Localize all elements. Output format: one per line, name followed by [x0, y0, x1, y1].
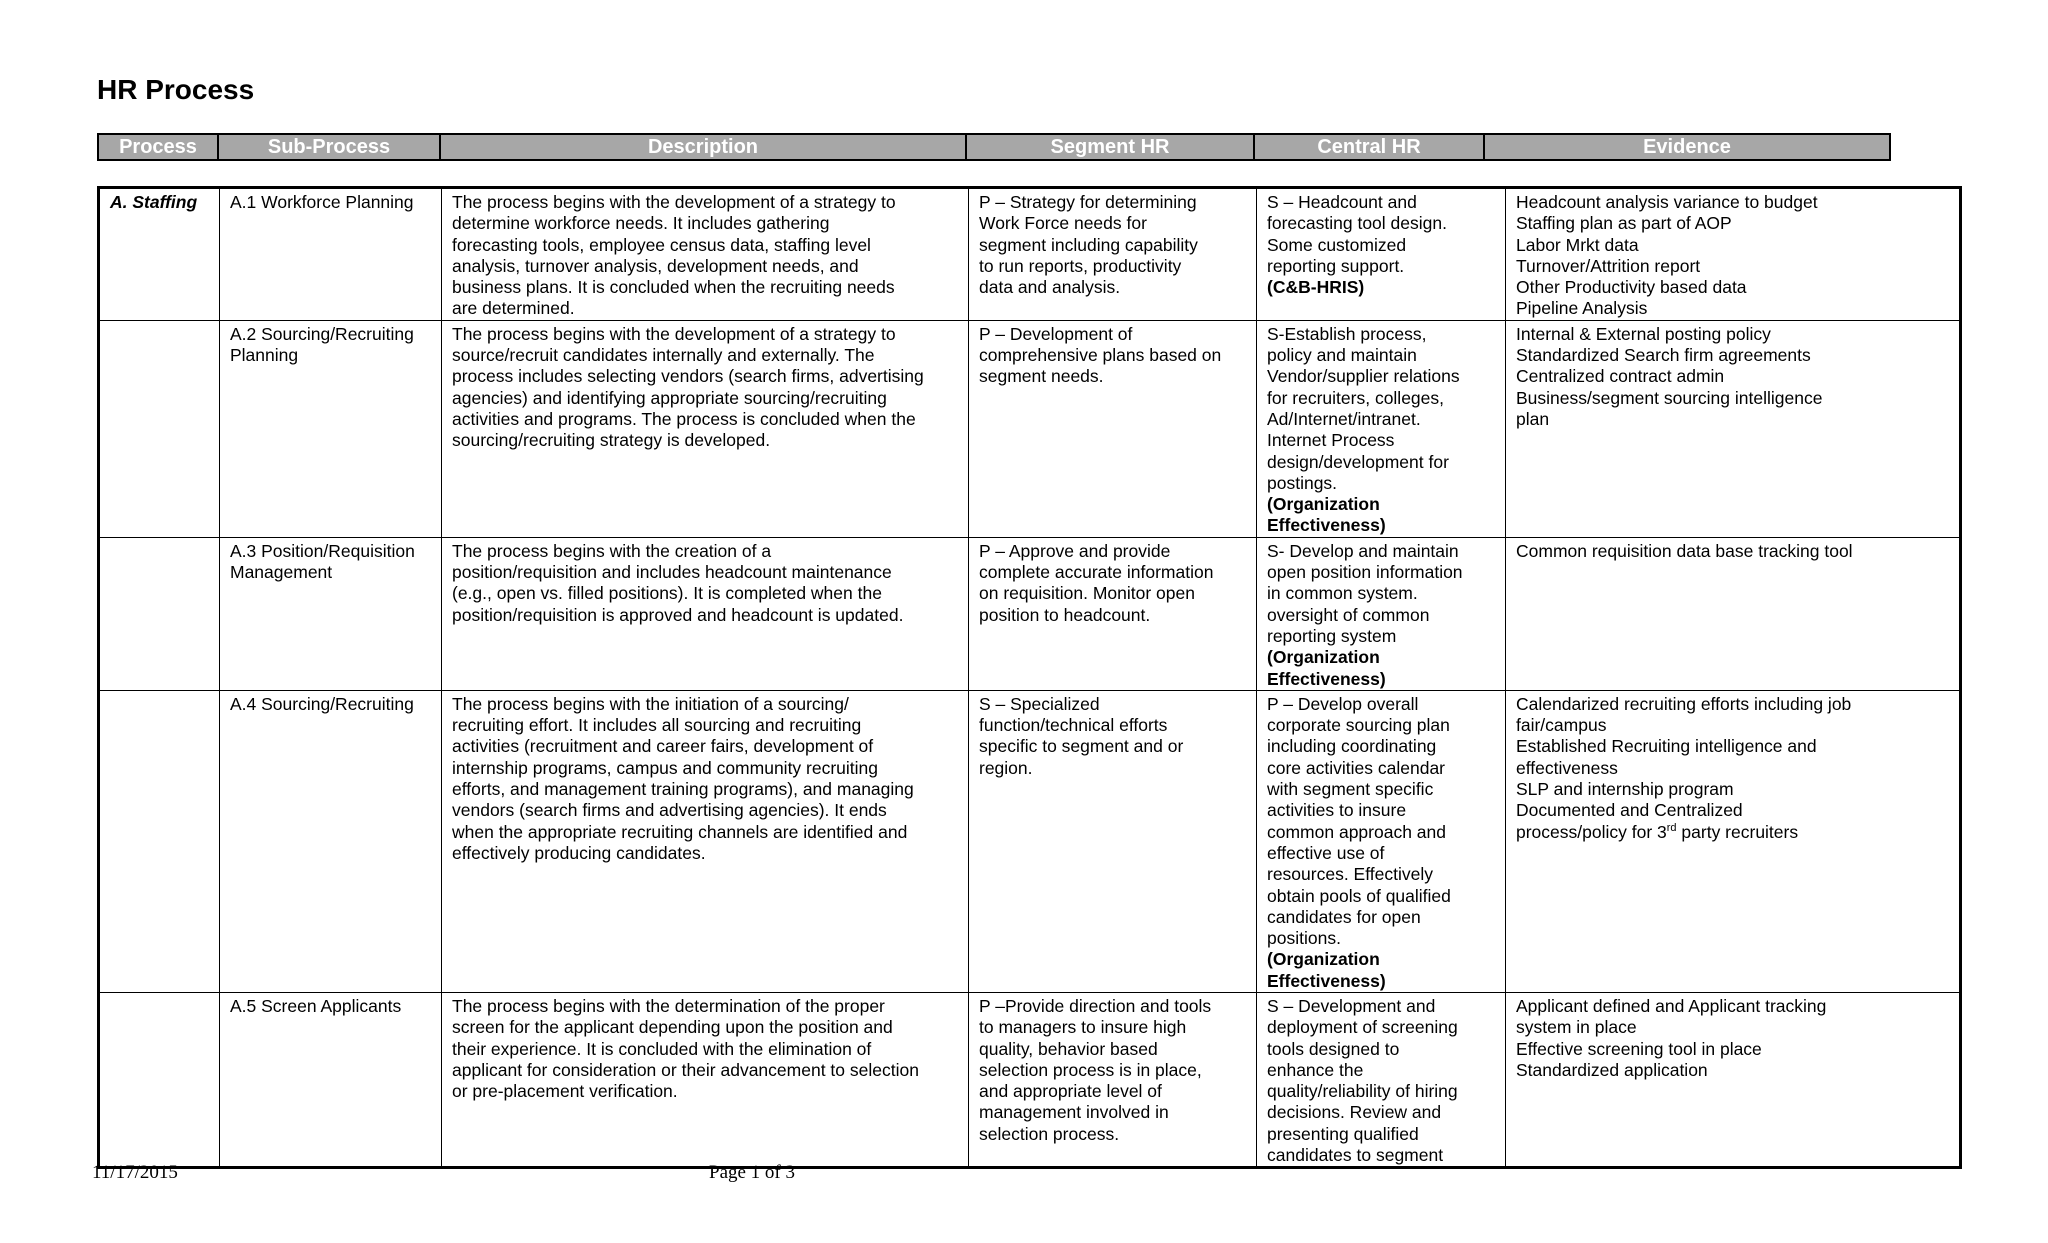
segment-line: segment needs.	[979, 366, 1104, 387]
central-line: reporting system	[1267, 625, 1397, 646]
central-line: including coordinating	[1267, 736, 1437, 757]
segment-line: segment including capability	[979, 234, 1198, 255]
central-line: tools designed to	[1267, 1038, 1400, 1059]
central-line: common approach and	[1267, 821, 1446, 842]
description-line: efforts, and management training programs), and managing	[452, 779, 914, 800]
description-line: their experience. It is concluded with the elimination of	[452, 1038, 872, 1059]
evidence-line: Headcount analysis variance to budget	[1516, 192, 1818, 212]
description-line: effectively producing candidates.	[452, 842, 706, 863]
subprocess-line: A.2 Sourcing/Recruiting	[230, 323, 414, 344]
cell-evidence	[1506, 537, 1961, 690]
cell-subprocess	[220, 320, 442, 537]
cell-process	[99, 992, 220, 1167]
central-line: S – Development and	[1267, 995, 1436, 1016]
description-line: when the appropriate recruiting channels are identified and	[452, 821, 908, 842]
central-line: policy and maintain	[1267, 345, 1417, 366]
description-line: The process begins with the creation of a	[452, 540, 772, 561]
segment-line: complete accurate information	[979, 562, 1214, 583]
cell-description	[442, 320, 969, 537]
evidence-line: Common requisition data base tracking tool	[1516, 540, 1853, 561]
subprocess-line: A.1 Workforce Planning	[230, 192, 414, 212]
evidence-line: Business/segment sourcing intelligence	[1516, 387, 1823, 408]
central-line: corporate sourcing plan	[1267, 715, 1450, 736]
evidence-line: Applicant defined and Applicant tracking	[1516, 995, 1827, 1016]
evidence-line: Established Recruiting intelligence and	[1516, 736, 1817, 757]
central-line: deployment of screening	[1267, 1017, 1458, 1038]
cell-subprocess	[220, 188, 442, 321]
header-evidence: Evidence	[1643, 136, 1731, 158]
table-row	[99, 537, 1961, 690]
cell-segment	[969, 992, 1257, 1167]
central-line: Internet Process	[1267, 430, 1395, 451]
central-line: for recruiters, colleges,	[1267, 387, 1445, 408]
description-line: position/requisition and includes headcount maintenance	[452, 562, 892, 583]
table-row	[99, 320, 1961, 537]
cell-process: A. Staffing	[99, 188, 220, 321]
cell-segment	[969, 690, 1257, 992]
cell-segment	[969, 188, 1257, 321]
cell-subprocess	[220, 537, 442, 690]
central-line: Some customized	[1267, 234, 1407, 255]
evidence-line: Labor Mrkt data	[1516, 234, 1639, 255]
table-header	[97, 133, 1891, 161]
table-row	[99, 690, 1961, 992]
segment-line: function/technical efforts	[979, 715, 1168, 736]
header-segment-hr: Segment HR	[967, 135, 1255, 159]
evidence-line: Documented and Centralized	[1516, 800, 1743, 821]
central-line: forecasting tool design.	[1267, 213, 1447, 234]
description-line: position/requisition is approved and headcount is updated.	[452, 604, 904, 625]
evidence-line: Turnover/Attrition report	[1516, 255, 1701, 276]
description-line: activities and programs. The process is concluded when the	[452, 408, 916, 429]
table-row	[99, 188, 1961, 321]
cell-evidence	[1506, 992, 1961, 1167]
central-owner-line: Effectiveness)	[1267, 970, 1386, 991]
cell-evidence	[1506, 320, 1961, 537]
cell-central	[1257, 537, 1506, 690]
central-line: decisions. Review and	[1267, 1102, 1442, 1123]
evidence-line: plan	[1516, 408, 1550, 429]
description-line: The process begins with the development of a strategy to	[452, 323, 896, 344]
description-line: (e.g., open vs. filled positions). It is completed when the	[452, 583, 882, 604]
header-subprocess: Sub-Process	[219, 135, 441, 159]
header-description: Description	[441, 135, 967, 159]
evidence-line: Other Productivity based data	[1516, 277, 1747, 298]
evidence-line: SLP and internship program	[1516, 779, 1734, 800]
subprocess-line: A.4 Sourcing/Recruiting	[230, 693, 414, 714]
central-line: positions.	[1267, 928, 1341, 949]
central-line: with segment specific	[1267, 779, 1434, 800]
description-line: determine workforce needs. It includes gathering	[452, 213, 830, 234]
central-line: presenting qualified	[1267, 1123, 1419, 1144]
central-owner-line: (Organization	[1267, 949, 1380, 970]
description-line: recruiting effort. It includes all sourcing and recruiting	[452, 715, 862, 736]
segment-line: position to headcount.	[979, 604, 1151, 625]
segment-line: to run reports, productivity	[979, 255, 1182, 276]
evidence-line: fair/campus	[1516, 715, 1607, 736]
description-line: business plans. It is concluded when the recruiting needs	[452, 277, 895, 298]
evidence-line: Effective screening tool in place	[1516, 1038, 1762, 1059]
segment-line: and appropriate level of	[979, 1081, 1162, 1102]
description-line: source/recruit candidates internally and externally. The	[452, 345, 875, 366]
cell-subprocess	[220, 690, 442, 992]
central-line: candidates for open	[1267, 906, 1421, 927]
cell-central	[1257, 992, 1506, 1167]
central-line: oversight of common	[1267, 604, 1430, 625]
evidence-line: Staffing plan as part of AOP	[1516, 213, 1732, 234]
segment-line: selection process.	[979, 1123, 1120, 1144]
cell-description	[442, 690, 969, 992]
ordinal-superscript: rd	[1666, 821, 1677, 834]
description-line: sourcing/recruiting strategy is developed.	[452, 430, 771, 451]
footer-page-number: Page 1 of 3	[709, 1162, 796, 1183]
central-line: open position information	[1267, 562, 1463, 583]
description-line: process includes selecting vendors (search firms, advertising	[452, 366, 924, 387]
segment-line: data and analysis.	[979, 277, 1121, 298]
cell-segment	[969, 537, 1257, 690]
central-owner-line: (C&B-HRIS)	[1267, 277, 1365, 298]
header-central-hr: Central HR	[1255, 135, 1485, 159]
description-line: or pre-placement verification.	[452, 1081, 678, 1102]
segment-line: P –Provide direction and tools	[979, 995, 1212, 1016]
central-line: resources. Effectively	[1267, 864, 1433, 885]
central-line: activities to insure	[1267, 800, 1407, 821]
central-line: S-Establish process,	[1267, 323, 1427, 344]
evidence-text: party recruiters	[1676, 821, 1799, 842]
description-line: internship programs, campus and community recruiting	[452, 757, 879, 778]
description-line: screen for the applicant depending upon the position and	[452, 1017, 893, 1038]
evidence-line: Calendarized recruiting efforts including job	[1516, 693, 1852, 714]
central-line: reporting support.	[1267, 255, 1405, 276]
evidence-line: Standardized Search firm agreements	[1516, 345, 1811, 366]
description-line: analysis, turnover analysis, development needs, and	[452, 255, 859, 276]
evidence-text: process/policy for 3	[1516, 821, 1667, 842]
description-line: The process begins with the initiation of a sourcing/	[452, 693, 849, 714]
segment-line: on requisition. Monitor open	[979, 583, 1195, 604]
subprocess-line: A.5 Screen Applicants	[230, 995, 402, 1016]
subprocess-line: Planning	[230, 345, 299, 366]
central-line: design/development for	[1267, 451, 1449, 472]
segment-line: P – Development of	[979, 323, 1133, 344]
cell-subprocess	[220, 992, 442, 1167]
central-line: enhance the	[1267, 1059, 1364, 1080]
segment-line: to managers to insure high	[979, 1017, 1187, 1038]
cell-process	[99, 690, 220, 992]
description-line: forecasting tools, employee census data, staffing level	[452, 234, 871, 255]
segment-line: specific to segment and or	[979, 736, 1184, 757]
central-owner-line: Effectiveness)	[1267, 668, 1386, 689]
evidence-line	[1516, 822, 1949, 843]
segment-line: Work Force needs for	[979, 213, 1147, 234]
table-row	[99, 992, 1961, 1167]
central-line: quality/reliability of hiring	[1267, 1081, 1458, 1102]
segment-line: S – Specialized	[979, 693, 1100, 714]
description-line: vendors (search firms and advertising agencies). It ends	[452, 800, 887, 821]
evidence-line: Internal & External posting policy	[1516, 323, 1771, 344]
central-line: core activities calendar	[1267, 757, 1445, 778]
segment-line: P – Strategy for determining	[979, 192, 1197, 212]
cell-central	[1257, 320, 1506, 537]
cell-central	[1257, 690, 1506, 992]
page-title: HR Process	[97, 74, 255, 105]
segment-line: P – Approve and provide	[979, 540, 1171, 561]
cell-process	[99, 537, 220, 690]
central-line: P – Develop overall	[1267, 693, 1419, 714]
evidence-line: Standardized application	[1516, 1059, 1708, 1080]
segment-line: selection process is in place,	[979, 1059, 1202, 1080]
segment-line: region.	[979, 757, 1033, 778]
evidence-line: system in place	[1516, 1017, 1637, 1038]
cell-central	[1257, 188, 1506, 321]
cell-segment	[969, 320, 1257, 537]
subprocess-line: A.3 Position/Requisition	[230, 540, 415, 561]
segment-line: comprehensive plans based on	[979, 345, 1222, 366]
central-line: S – Headcount and	[1267, 192, 1417, 212]
central-line: candidates to segment	[1267, 1145, 1444, 1166]
central-line: postings.	[1267, 472, 1338, 493]
evidence-line: Pipeline Analysis	[1516, 298, 1648, 319]
cell-description	[442, 992, 969, 1167]
subprocess-line: Management	[230, 562, 333, 583]
central-owner-line: (Organization	[1267, 647, 1380, 668]
evidence-line: effectiveness	[1516, 757, 1618, 778]
header-process: Process	[99, 135, 219, 159]
central-line: Vendor/supplier relations	[1267, 366, 1460, 387]
central-line: S- Develop and maintain	[1267, 540, 1459, 561]
description-line: are determined.	[452, 298, 575, 319]
process-table	[97, 186, 1962, 1169]
description-line: applicant for consideration or their advancement to selection	[452, 1059, 919, 1080]
footer-date: 11/17/2015	[92, 1162, 178, 1183]
central-owner-line: Effectiveness)	[1267, 515, 1386, 536]
evidence-line: Centralized contract admin	[1516, 366, 1725, 387]
central-line: effective use of	[1267, 842, 1385, 863]
cell-description	[442, 188, 969, 321]
segment-line: management involved in	[979, 1102, 1169, 1123]
description-line: The process begins with the development of a strategy to	[452, 192, 896, 212]
central-owner-line: (Organization	[1267, 494, 1380, 515]
cell-process	[99, 320, 220, 537]
cell-description	[442, 537, 969, 690]
central-line: obtain pools of qualified	[1267, 885, 1451, 906]
description-line: agencies) and identifying appropriate sourcing/recruiting	[452, 387, 887, 408]
cell-evidence	[1506, 188, 1961, 321]
cell-evidence	[1506, 690, 1961, 992]
description-line: The process begins with the determination of the proper	[452, 995, 885, 1016]
segment-line: quality, behavior based	[979, 1038, 1158, 1059]
description-line: activities (recruitment and career fairs, development of	[452, 736, 874, 757]
central-line: Ad/Internet/intranet.	[1267, 408, 1421, 429]
central-line: in common system.	[1267, 583, 1418, 604]
